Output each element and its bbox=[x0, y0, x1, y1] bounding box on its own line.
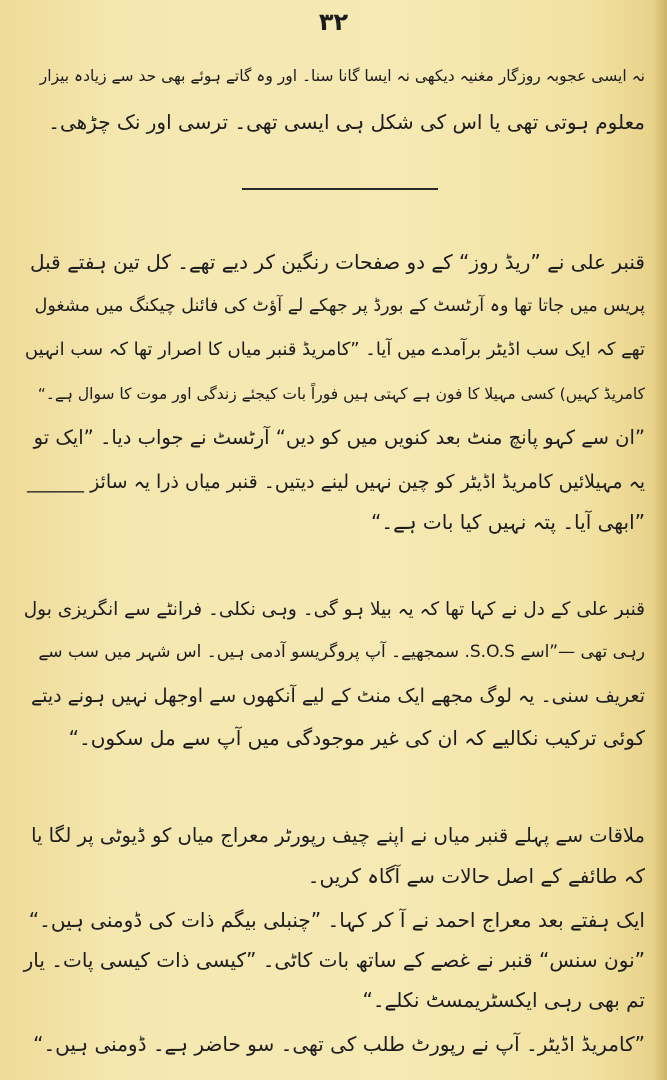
page-number: ۳۲ bbox=[318, 8, 349, 36]
paragraph-4-line-1: ملاقات سے پہلے قنبر میاں نے اپنے چیف رپورٹر معراج میاں کو ڈیوٹی پر لگا یا bbox=[31, 824, 645, 847]
paragraph-5-line-2: ”نون سنس“ قنبر نے غصے کے ساتھ بات کاٹی۔ ”کیسی ذات کیسی پات۔ یار bbox=[23, 948, 645, 972]
paragraph-5-line-3: تم بھی رہی ایکسٹریمسٹ نکلے۔“ bbox=[362, 988, 645, 1012]
paragraph-1-line-2: معلوم ہوتی تھی یا اس کی شکل ہی ایسی تھی۔ ترسی اور نک چڑھی۔ bbox=[48, 110, 645, 134]
paragraph-1-line-1: نہ ایسی عجوبہ روزگار مغنیہ دیکھی نہ ایسا گانا سنا۔ اور وہ گاتے ہوئے بھی حد سے زیادہ بیزار bbox=[39, 67, 645, 85]
paragraph-2-line-4: کامریڈ کہیں) کسی مہیلا کا فون ہے کہتی ہیں فوراً بات کیجئے زندگی اور موت کا سوال ہے۔“ bbox=[37, 385, 645, 403]
paragraph-2-line-2: پریس میں جاتا تھا وہ آرٹسٹ کے بورڈ پر جھکے لے آؤٹ کی فائنل چیکنگ میں مشغول bbox=[34, 296, 645, 316]
paragraph-3-line-2: رہی تھی —”اسے S.O.S. سمجھیے۔ آپ پروگریسو آدمی ہیں۔ اس شہر میں سب سے bbox=[38, 642, 645, 662]
paragraph-5-line-1: ایک ہفتے بعد معراج احمد نے آ کر کہا۔ ”چنبلی بیگم ذات کی ڈومنی ہیں۔“ bbox=[28, 908, 645, 932]
page-edge-shadow bbox=[653, 0, 667, 1080]
paragraph-2-line-7: ”ابھی آیا۔ پتہ نہیں کیا بات ہے۔“ bbox=[371, 510, 645, 534]
section-divider bbox=[242, 188, 438, 190]
paragraph-2-line-5: ”ان سے کہو پانچ منٹ بعد کنویں میں کو دیں“ آرٹسٹ نے جواب دیا۔ ”ایک تو bbox=[33, 426, 645, 449]
paragraph-2-line-6: یہ مہیلائیں کامریڈ اڈیٹر کو چین نہیں لینے دیتیں۔ قنبر میاں ذرا یہ سائز ______ bbox=[27, 471, 645, 493]
paragraph-3-line-3: تعریف سنی۔ یہ لوگ مجھے ایک منٹ کے لیے آنکھوں سے اوجھل نہیں ہونے دیتے bbox=[31, 685, 645, 707]
paragraph-5-line-4: ”کامریڈ اڈیٹر۔ آپ نے رپورٹ طلب کی تھی۔ سو حاضر ہے۔ ڈومنی ہیں۔“ bbox=[33, 1032, 645, 1056]
paragraph-2-line-3: تھے کہ ایک سب اڈیٹر برآمدے میں آیا۔ ”کامریڈ قنبر میاں کا اصرار تھا کہ سب انہیں bbox=[24, 339, 645, 360]
paragraph-2-line-1: قنبر علی نے ”ریڈ روز“ کے دو صفحات رنگین کر دیے تھے۔ کل تین ہفتے قبل bbox=[29, 250, 645, 274]
paragraph-4-line-2: کہ طائفے کے اصل حالات سے آگاہ کریں۔ bbox=[307, 864, 645, 888]
paragraph-3-line-4: کوئی ترکیب نکالیے کہ ان کی غیر موجودگی میں آپ سے مل سکوں۔“ bbox=[68, 726, 645, 750]
paragraph-3-line-1: قنبر علی کے دل نے کہا تھا کہ یہ بیلا ہو گی۔ وہی نکلی۔ فرانٹے سے انگریزی بول bbox=[23, 599, 645, 620]
